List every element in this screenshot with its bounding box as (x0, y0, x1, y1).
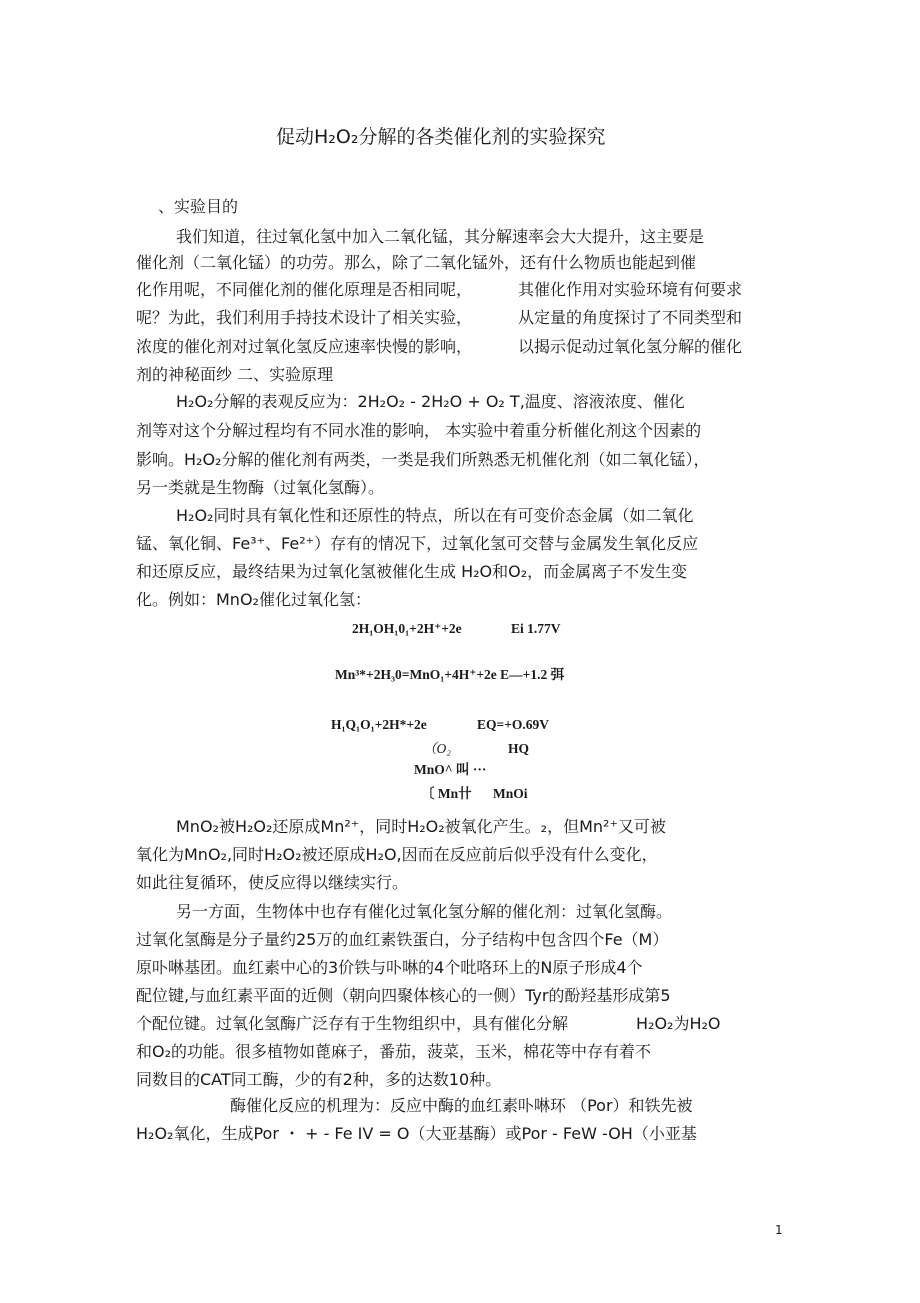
text-line: 另一类就是生物酶（过氧化氢酶）。 (136, 478, 385, 497)
text-line: 氧化为MnO₂,同时H₂O₂被还原成H₂O,因而在反应前后似乎没有什么变化， (136, 845, 658, 864)
text-line: 我们知道，往过氧化氢中加入二氧化锰，其分解速率会大大提升，这主要是 (176, 227, 705, 246)
text-line: 和O₂的功能。很多植物如蓖麻子，番茄，菠菜，玉米，棉花等中存有着不 (136, 1042, 652, 1061)
cycle-label-mno: MnO^ 叫 ··· (414, 762, 487, 777)
section-heading-purpose: 、实验目的 (158, 197, 239, 216)
equation-1-left: 2H₁OH₁0₁+2H⁺+2e (352, 621, 462, 636)
equation-1-right: Ei 1.77V (511, 621, 561, 636)
text-line: 另一方面，生物体中也存有催化过氧化氢分解的催化剂：过氧化氢酶。 (176, 902, 673, 921)
text-line: H₂O₂为H₂O (636, 1014, 721, 1033)
equation-3-left: H₁Q₁O₁+2H*+2e (331, 717, 427, 732)
equation-3-right: EQ=+O.69V (477, 717, 550, 732)
text-line: 化作用呢，不同催化剂的催化原理是否相同呢， (136, 280, 473, 299)
cycle-label-mnoi: MnOi (493, 786, 528, 801)
text-line: 过氧化氢酶是分子量约25万的血红素铁蛋白，分子结构中包含四个Fe（M） (136, 930, 669, 949)
page-title: 促动H₂O₂分解的各类催化剂的实验探究 (276, 126, 606, 148)
cycle-label-hq: HQ (508, 741, 530, 756)
text-line: 其催化作用对实验环境有何要求 (518, 280, 743, 299)
text-line: 如此往复循环，使反应得以继续实行。 (136, 873, 409, 892)
cycle-label-mn: 〔 Mn卄 (421, 786, 472, 801)
text-line: 个配位键。过氧化氢酶广泛存有于生物组织中，具有催化分解 (136, 1014, 569, 1033)
text-line: 锰、氧化铜、Fe³⁺、Fe²⁺）存有的情况下，过氧化氢可交替与金属发生氧化反应 (136, 534, 699, 553)
equation-2: Mn³*+2H₃0=MnO₁+4H⁺+2e E—+1.2 弭 (335, 667, 565, 682)
page-number: 1 (775, 1223, 783, 1237)
text-line: 剂的神秘面纱 二、实验原理 (136, 365, 334, 384)
text-line: 剂等对这个分解过程均有不同水准的影响， 本实验中着重分析催化剂这个因素的 (136, 421, 702, 440)
text-line: 催化剂（二氧化锰）的功劳。那么，除了二氧化锰外，还有什么物质也能起到催 (136, 253, 697, 272)
text-line: 同数目的CAT同工酶，少的有2种，多的达数10种。 (136, 1070, 502, 1089)
text-line: H₂O₂同时具有氧化性和还原性的特点，所以在有可变价态金属（如二氧化 (176, 506, 694, 525)
text-line: 从定量的角度探讨了不同类型和 (518, 308, 743, 327)
text-line: 呢？为此，我们利用手持技术设计了相关实验， (136, 308, 473, 327)
text-line: 酶催化反应的机理为：反应中酶的血红素卟啉环 （Por）和铁先被 (230, 1096, 693, 1115)
text-line: 以揭示促动过氧化氢分解的催化 (518, 337, 743, 356)
text-line: 和还原反应，最终结果为过氧化氢被催化生成 H₂O和O₂，而金属离子不发生变 (136, 562, 688, 581)
text-line: 原卟啉基团。血红素中心的3价铁与卟啉的4个吡咯环上的N原子形成4个 (136, 958, 643, 977)
text-line: 浓度的催化剂对过氧化氢反应速率快慢的影响， (136, 337, 473, 356)
text-line: 影响。H₂O₂分解的催化剂有两类，一类是我们所熟悉无机催化剂（如二氧化锰）， (136, 450, 710, 469)
cycle-label-o2: （O₂ (423, 741, 451, 756)
text-line: H₂O₂氧化，生成Por ・ + - Fe IV = O（大亚基酶）或Por - FeW -OH（小亚基 (136, 1124, 697, 1143)
text-line: 配位键,与血红素平面的近侧（朝向四聚体核心的一侧）Tyr的酚羟基形成第5 (136, 986, 671, 1005)
text-line: H₂O₂分解的表观反应为：2H₂O₂ - 2H₂O + O₂ T,温度、溶液浓度、催化 (176, 392, 685, 411)
text-line: 化。例如：MnO₂催化过氧化氢： (136, 590, 371, 609)
text-line: MnO₂被H₂O₂还原成Mn²⁺，同时H₂O₂被氧化产生。₂，但Mn²⁺又可被 (176, 817, 666, 836)
